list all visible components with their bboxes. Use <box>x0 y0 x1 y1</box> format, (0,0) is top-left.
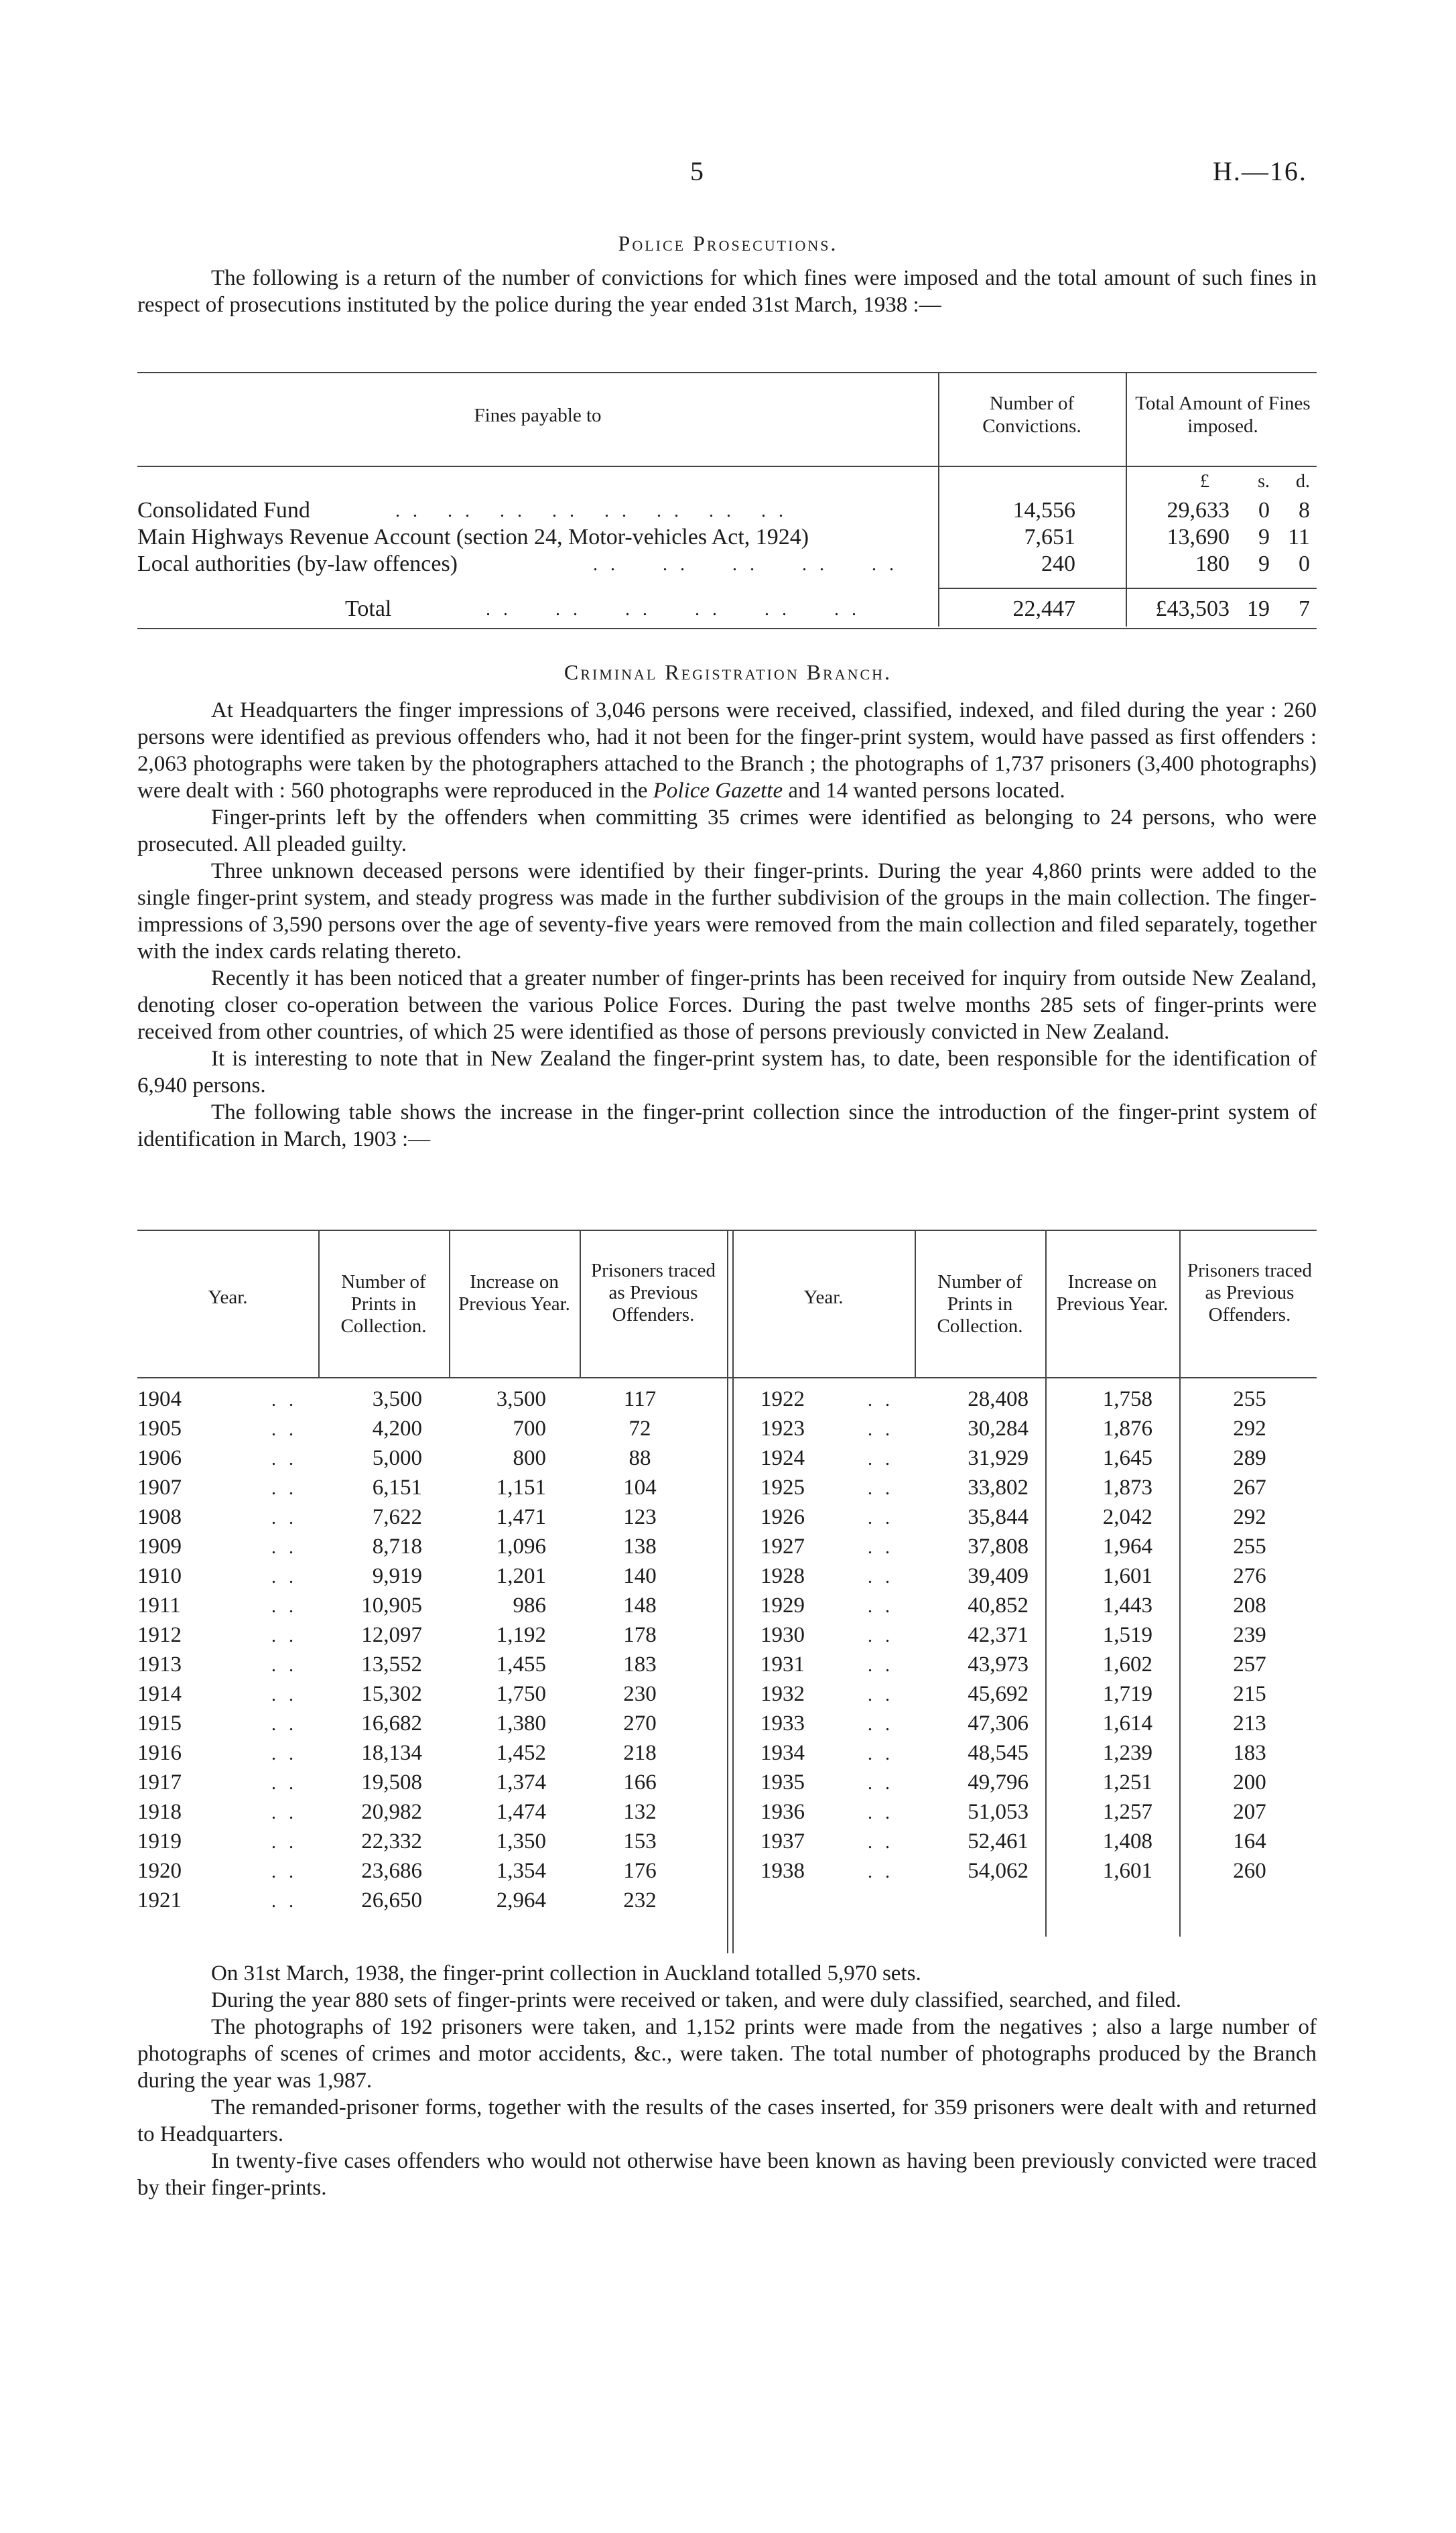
year-cell: 1938 <box>760 1859 805 1883</box>
traced-cell: 218 <box>623 1741 657 1765</box>
leader-dots: . . <box>868 1655 894 1676</box>
paragraph: The remanded-prisoner forms, together with the results of the cases inserted, for 359 prisoners were dealt with and returned to Headquarters. <box>137 2095 1317 2146</box>
traced-cell: 183 <box>623 1652 657 1677</box>
fines-row-shillings: 0 <box>1258 498 1270 523</box>
year-cell: 1924 <box>760 1446 805 1470</box>
traced-cell: 164 <box>1233 1829 1266 1854</box>
increase-cell: 1,601 <box>1102 1564 1152 1588</box>
prints-cell: 19,508 <box>361 1770 422 1795</box>
year-cell: 1913 <box>137 1652 182 1677</box>
year-cell: 1934 <box>760 1741 805 1765</box>
traced-cell: 200 <box>1233 1770 1266 1795</box>
paragraph <box>137 697 1317 804</box>
increase-cell: 1,251 <box>1102 1770 1152 1795</box>
leader-dots: . . <box>271 1862 297 1882</box>
increase-cell: 1,601 <box>1102 1859 1152 1883</box>
leader-dots: . . <box>271 1744 297 1764</box>
year-cell: 1920 <box>137 1859 182 1883</box>
paragraph: The photographs of 192 prisoners were taken, and 1,152 prints were made from the negatives ; also a large number of photographs of scenes of crimes and motor accidents, &c., were taken. The total number of photographs produced by the Branch during the year was 1,987. <box>137 2015 1317 2093</box>
increase-cell: 1,750 <box>496 1682 546 1706</box>
traced-cell: 72 <box>628 1417 651 1441</box>
increase-cell: 1,964 <box>1102 1535 1152 1559</box>
increase-cell: 986 <box>513 1594 546 1618</box>
year-cell: 1906 <box>137 1446 182 1470</box>
fines-total-label: Total <box>345 596 392 621</box>
increase-cell: 1,443 <box>1102 1594 1152 1618</box>
leader-dots: . . <box>271 1508 297 1529</box>
leader-dots: . . <box>271 1891 297 1912</box>
year-cell: 1914 <box>137 1682 182 1706</box>
leader-dots: . . <box>271 1832 297 1853</box>
prints-cell: 49,796 <box>968 1770 1029 1795</box>
prints-cell: 37,808 <box>968 1535 1029 1559</box>
header-number-of-convictions: Number of Convictions. <box>982 393 1081 437</box>
prints-cell: 39,409 <box>968 1564 1029 1588</box>
paragraph: Three unknown deceased persons were identified by their finger-prints. During the year 4,860 prints were added to the single finger-print system, and steady progress was made in the further subdivision of the groups in the main collection. The finger-impressions of 3,590 persons over the age of seventy-five years were removed from the main collection and filed separately, together with the index cards relating thereto. <box>137 859 1317 964</box>
prints-cell: 5,000 <box>372 1446 422 1470</box>
fines-row-pounds: 180 <box>1195 551 1230 576</box>
prints-cell: 3,500 <box>372 1387 422 1411</box>
increase-cell: 1,350 <box>496 1829 546 1854</box>
leader-dots: . . <box>868 1744 894 1764</box>
prints-cell: 9,919 <box>372 1564 422 1588</box>
header-traced-left: Prisoners traced as Previous Offenders. <box>590 1260 716 1325</box>
fines-row-convictions: 7,651 <box>1024 525 1075 549</box>
year-cell: 1926 <box>760 1505 805 1529</box>
leader-dots: . . <box>868 1419 894 1440</box>
fines-row-pounds: 13,690 <box>1167 525 1230 549</box>
prints-cell: 52,461 <box>968 1829 1029 1854</box>
leader-dots: . . <box>868 1626 894 1646</box>
header-prints-right: Number of Prints in Collection. <box>937 1271 1023 1337</box>
paragraph: In twenty-five cases offenders who would not otherwise have been known as having been previously convicted were traced by their finger-prints. <box>137 2149 1317 2200</box>
traced-cell: 276 <box>1233 1564 1266 1588</box>
fines-row-pence: 11 <box>1288 525 1310 549</box>
increase-cell: 1,876 <box>1102 1417 1152 1441</box>
police-prosecutions-intro <box>137 265 1317 318</box>
prints-cell: 48,545 <box>968 1741 1029 1765</box>
traced-cell: 257 <box>1233 1652 1266 1677</box>
year-cell: 1908 <box>137 1505 182 1529</box>
increase-cell: 1,471 <box>496 1505 546 1529</box>
year-cell: 1907 <box>137 1476 182 1500</box>
fines-row-shillings: 9 <box>1258 525 1270 549</box>
leader-dots: . . <box>271 1685 297 1705</box>
fines-row-label: Main Highways Revenue Account (section 24, Motor-vehicles Act, 1924) <box>137 525 809 549</box>
gazette-name: Police Gazette <box>653 779 783 803</box>
criminal-registration-text <box>137 697 1317 1153</box>
traced-cell: 178 <box>623 1623 657 1647</box>
prints-cell: 33,802 <box>968 1476 1029 1500</box>
year-cell: 1923 <box>760 1417 805 1441</box>
leader-dots: . . <box>868 1567 894 1587</box>
fines-row-pence: 0 <box>1299 551 1310 576</box>
increase-cell: 1,192 <box>496 1623 546 1647</box>
year-cell: 1921 <box>137 1888 182 1912</box>
header-year-left: Year. <box>208 1287 248 1308</box>
paragraph: Finger-prints left by the offenders when committing 35 crimes were identified as belonging to 24 persons, who were prosecuted. All pleaded guilty. <box>137 805 1317 856</box>
prints-cell: 13,552 <box>361 1652 422 1677</box>
fines-total-pence: 7 <box>1299 596 1310 621</box>
prints-cell: 54,062 <box>968 1859 1029 1883</box>
traced-cell: 104 <box>623 1476 657 1500</box>
increase-cell: 1,239 <box>1102 1741 1152 1765</box>
traced-cell: 88 <box>628 1446 651 1470</box>
traced-cell: 267 <box>1233 1476 1266 1500</box>
traced-cell: 255 <box>1233 1535 1266 1559</box>
increase-cell: 1,408 <box>1102 1829 1152 1854</box>
traced-cell: 270 <box>623 1711 657 1736</box>
fingerprint-table <box>137 1230 1317 1953</box>
leader-dots: . . <box>271 1626 297 1646</box>
prints-cell: 45,692 <box>968 1682 1029 1706</box>
header-traced-right: Prisoners traced as Previous Offenders. <box>1187 1260 1313 1325</box>
leader-dots: . . <box>271 1390 297 1411</box>
leader-dots: . . <box>271 1655 297 1676</box>
increase-cell: 1,374 <box>496 1770 546 1795</box>
prints-cell: 26,650 <box>361 1888 422 1912</box>
paragraph: During the year 880 sets of finger-prints were received or taken, and were duly classified, searched, and filed. <box>211 1988 1182 2012</box>
year-cell: 1918 <box>137 1800 182 1824</box>
year-cell: 1930 <box>760 1623 805 1647</box>
traced-cell: 255 <box>1233 1387 1266 1411</box>
year-cell: 1935 <box>760 1770 805 1795</box>
leader-dots: . . <box>868 1832 894 1853</box>
header-fines-payable-to: Fines payable to <box>474 405 602 426</box>
year-cell: 1917 <box>137 1770 182 1795</box>
header-prints-left: Number of Prints in Collection. <box>340 1271 427 1337</box>
fines-row-label: Consolidated Fund <box>137 498 310 523</box>
year-cell: 1905 <box>137 1417 182 1441</box>
year-cell: 1925 <box>760 1476 805 1500</box>
prints-cell: 23,686 <box>361 1859 422 1883</box>
fines-row-convictions: 14,556 <box>1012 498 1075 523</box>
prints-cell: 12,097 <box>361 1623 422 1647</box>
traced-cell: 117 <box>623 1387 657 1411</box>
prints-cell: 8,718 <box>372 1535 422 1559</box>
traced-cell: 230 <box>623 1682 657 1706</box>
leader-dots: . . <box>271 1537 297 1558</box>
prints-cell: 10,905 <box>361 1594 422 1618</box>
traced-cell: 289 <box>1233 1446 1266 1470</box>
traced-cell: 132 <box>623 1800 657 1824</box>
traced-cell: 140 <box>623 1564 657 1588</box>
increase-cell: 1,602 <box>1102 1652 1152 1677</box>
paragraph: The following table shows the increase in the finger-print collection since the introduction of the finger-print system of identification in March, 1903 :— <box>137 1100 1317 1151</box>
year-cell: 1933 <box>760 1711 805 1736</box>
prints-cell: 16,682 <box>361 1711 422 1736</box>
traced-cell: 232 <box>623 1888 657 1912</box>
prints-cell: 6,151 <box>372 1476 422 1500</box>
year-cell: 1909 <box>137 1535 182 1559</box>
year-cell: 1931 <box>760 1652 805 1677</box>
increase-cell: 1,474 <box>496 1800 546 1824</box>
leader-dots: . . <box>271 1449 297 1470</box>
increase-cell: 1,380 <box>496 1711 546 1736</box>
increase-cell: 2,964 <box>496 1888 546 1912</box>
increase-cell: 1,873 <box>1102 1476 1152 1500</box>
year-cell: 1912 <box>137 1623 182 1647</box>
year-cell: 1911 <box>137 1594 181 1618</box>
fines-total-pounds: £43,503 <box>1155 596 1230 621</box>
leader-dots: . . <box>868 1508 894 1529</box>
prints-cell: 28,408 <box>968 1387 1029 1411</box>
year-cell: 1927 <box>760 1535 805 1559</box>
prints-cell: 51,053 <box>968 1800 1029 1824</box>
leader-dots: . . <box>271 1596 297 1617</box>
paragraph-text: At Headquarters the finger impressions of 3,046 persons were received, classified, indexed, and filed during the year : 260 persons were identified as previous offenders who, had it not been for the finger-print system, would have passed as first offenders : 2,063 photographs were taken by the photographers attached to the Branch ; the photographs of 1,737 prisoners (3,400 photographs) were dealt with : 560 photographs were reproduced in the <box>137 698 1317 803</box>
year-cell: 1937 <box>760 1829 805 1854</box>
leader-dots: . . <box>868 1596 894 1617</box>
closing-text <box>137 1960 1317 2201</box>
header-year-right: Year. <box>803 1287 844 1308</box>
leader-dots: . . <box>271 1478 297 1499</box>
year-cell: 1929 <box>760 1594 805 1618</box>
traced-cell: 292 <box>1233 1505 1266 1529</box>
prints-cell: 35,844 <box>968 1505 1029 1529</box>
fines-row-pence: 8 <box>1299 498 1310 523</box>
prints-cell: 43,973 <box>968 1652 1029 1677</box>
leader-dots: . . <box>271 1773 297 1794</box>
prints-cell: 47,306 <box>968 1711 1029 1736</box>
section-title-criminal-registration: Criminal Registration Branch. <box>564 660 892 684</box>
prints-cell: 30,284 <box>968 1417 1029 1441</box>
prints-cell: 18,134 <box>361 1741 422 1765</box>
traced-cell: 148 <box>623 1594 657 1618</box>
prints-cell: 15,302 <box>361 1682 422 1706</box>
year-cell: 1916 <box>137 1741 182 1765</box>
header-increase-right: Increase on Previous Year. <box>1056 1271 1169 1315</box>
document-code: H.—16. <box>1213 156 1307 186</box>
increase-cell: 1,201 <box>496 1564 546 1588</box>
year-cell: 1928 <box>760 1564 805 1588</box>
prints-cell: 31,929 <box>968 1446 1029 1470</box>
leader-dots: . . <box>271 1714 297 1735</box>
currency-pence-label: d. <box>1296 471 1310 492</box>
leader-dots: . . <box>868 1685 894 1705</box>
increase-cell: 1,452 <box>496 1741 546 1765</box>
increase-cell: 1,455 <box>496 1652 546 1677</box>
year-cell: 1932 <box>760 1682 805 1706</box>
year-cell: 1936 <box>760 1800 805 1824</box>
year-cell: 1904 <box>137 1387 182 1411</box>
traced-cell: 166 <box>623 1770 657 1795</box>
prints-cell: 42,371 <box>968 1623 1029 1647</box>
traced-cell: 176 <box>623 1859 657 1883</box>
page-number: 5 <box>690 156 704 186</box>
header-increase-left: Increase on Previous Year. <box>458 1271 570 1315</box>
fines-row-shillings: 9 <box>1258 551 1270 576</box>
intro-paragraph: The following is a return of the number of convictions for which fines were imposed and the total amount of such fines in respect of prosecutions instituted by the police during the year ended 31st March, 1938 :— <box>137 266 1317 317</box>
leader-dots: . . <box>868 1537 894 1558</box>
year-cell: 1919 <box>137 1829 182 1854</box>
leader-dots: . . <box>868 1714 894 1735</box>
increase-cell: 2,042 <box>1102 1505 1152 1529</box>
paragraph: On 31st March, 1938, the finger-print collection in Auckland totalled 5,970 sets. <box>211 1961 921 1986</box>
traced-cell: 183 <box>1233 1741 1266 1765</box>
currency-pounds-label: £ <box>1200 471 1209 492</box>
fines-total-convictions: 22,447 <box>1012 596 1075 621</box>
increase-cell: 1,257 <box>1102 1800 1152 1824</box>
leader-dots: . . <box>868 1803 894 1823</box>
fines-table: Fines payable to Number of Convictions. Total Amount of Fines imposed. £ s. d. Consolidated Fund . . . . . . . . . . . . . . . . 14,556 29,633 0 8 Main Highways Revenue Account (section 24, Motor-vehicles Act, 1924) 7,651 13,690 9 11 Local authorities (by-law offences) . . . . . . . . . . 240 180 9 0 Total . . . . . . . . . . . . 22,447 £43,503 19 7 <box>137 372 1317 633</box>
prints-cell: 22,332 <box>361 1829 422 1854</box>
increase-cell: 1,719 <box>1102 1682 1152 1706</box>
traced-cell: 208 <box>1233 1594 1266 1618</box>
increase-cell: 1,645 <box>1102 1446 1152 1470</box>
increase-cell: 800 <box>513 1446 546 1470</box>
traced-cell: 213 <box>1233 1711 1266 1736</box>
prints-cell: 7,622 <box>372 1505 422 1529</box>
fines-total-shillings: 19 <box>1247 596 1270 621</box>
paragraph: It is interesting to note that in New Zealand the finger-print system has, to date, been responsible for the identification of 6,940 persons. <box>137 1047 1317 1098</box>
increase-cell: 700 <box>513 1417 546 1441</box>
traced-cell: 207 <box>1233 1800 1266 1824</box>
increase-cell: 1,614 <box>1102 1711 1152 1736</box>
increase-cell: 1,519 <box>1102 1623 1152 1647</box>
leader-dots: . . <box>868 1773 894 1794</box>
paragraph-text: and 14 wanted persons located. <box>788 779 1065 803</box>
prints-cell: 20,982 <box>361 1800 422 1824</box>
traced-cell: 138 <box>623 1535 657 1559</box>
increase-cell: 1,758 <box>1102 1387 1152 1411</box>
prints-cell: 4,200 <box>372 1417 422 1441</box>
leader-dots: . . <box>868 1449 894 1470</box>
traced-cell: 239 <box>1233 1623 1266 1647</box>
year-cell: 1910 <box>137 1564 182 1588</box>
header-total-amount: Total Amount of Fines imposed. <box>1135 393 1311 437</box>
year-cell: 1922 <box>760 1387 805 1411</box>
traced-cell: 292 <box>1233 1417 1266 1441</box>
leader-dots: . . <box>271 1419 297 1440</box>
traced-cell: 153 <box>623 1829 657 1854</box>
increase-cell: 1,096 <box>496 1535 546 1559</box>
leader-dots: . . <box>868 1862 894 1882</box>
fines-row-pounds: 29,633 <box>1167 498 1230 523</box>
leader-dots: . . <box>271 1567 297 1587</box>
leader-dots: . . <box>868 1390 894 1411</box>
fines-row-convictions: 240 <box>1041 551 1075 576</box>
paragraph: Recently it has been noticed that a greater number of finger-prints has been received for inquiry from outside New Zealand, denoting closer co-operation between the various Police Forces. During the past twelve months 285 sets of finger-prints were received from other countries, of which 25 were identified as those of persons previously convicted in New Zealand. <box>137 966 1317 1044</box>
traced-cell: 260 <box>1233 1859 1266 1883</box>
increase-cell: 1,354 <box>496 1859 546 1883</box>
year-cell: 1915 <box>137 1711 182 1736</box>
fines-row-label: Local authorities (by-law offences) <box>137 551 458 576</box>
leader-dots: . . <box>868 1478 894 1499</box>
leader-dots: . . <box>271 1803 297 1823</box>
section-title-police-prosecutions: Police Prosecutions. <box>618 231 838 255</box>
traced-cell: 123 <box>623 1505 657 1529</box>
increase-cell: 1,151 <box>496 1476 546 1500</box>
prints-cell: 40,852 <box>968 1594 1029 1618</box>
increase-cell: 3,500 <box>496 1387 546 1411</box>
currency-shillings-label: s. <box>1258 471 1270 492</box>
traced-cell: 215 <box>1233 1682 1266 1706</box>
